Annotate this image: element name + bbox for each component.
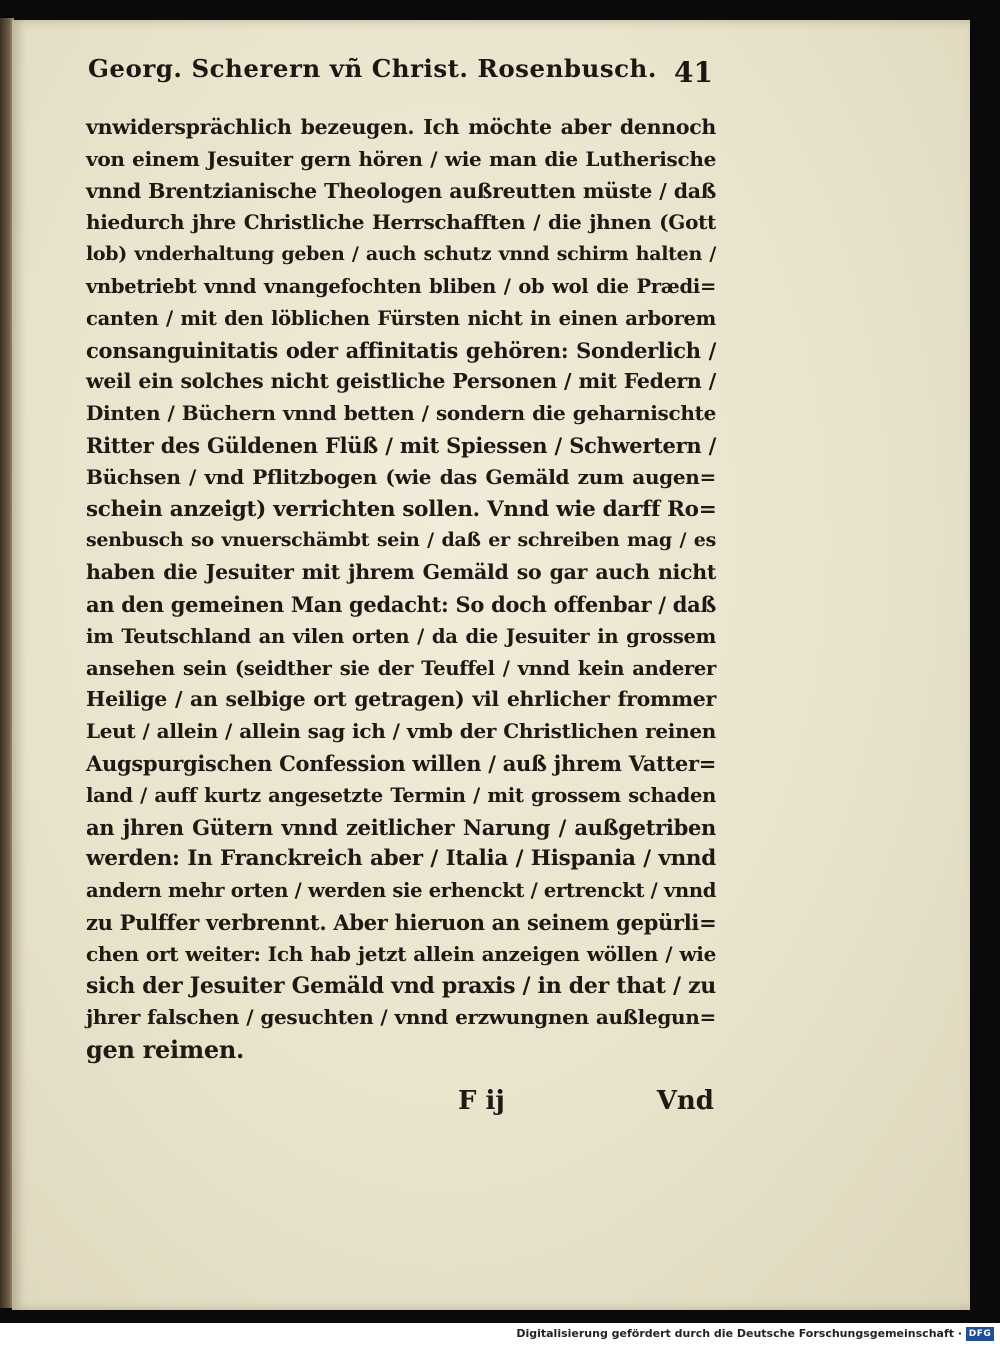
text-line: vnbetriebt vnnd vnangefochten bliben / ob wol die Prædi= xyxy=(86,274,716,298)
text-line: zu Pulffer verbrennt. Aber hieruon an seinem gepürli= xyxy=(86,909,717,935)
text-line: schein anzeigt) verrichten sollen. Vnnd wie darff Ro= xyxy=(86,496,717,522)
text-line: vnnd Brentzianische Theologen außreutten müste / daß xyxy=(86,178,716,203)
text-line: haben die Jesuiter mit jhrem Gemäld so gar auch nicht xyxy=(86,560,716,585)
signature-mark: F ij xyxy=(458,1086,505,1116)
attribution-bar xyxy=(0,1323,1000,1346)
text-line: chen ort weiter: Ich hab jetzt allein anzeigen wöllen / wie xyxy=(86,941,716,966)
text-line: ansehen sein (seidther sie der Teuffel / vnnd kein anderer xyxy=(86,656,716,680)
text-line: Heilige / an selbige ort getragen) vil ehrlicher frommer xyxy=(86,687,716,712)
text-line: senbusch so vnuerschämbt sein / daß er schreiben mag / es xyxy=(86,529,716,552)
catchword: Vnd xyxy=(656,1086,714,1116)
text-line: Büchsen / vnd Pflitzbogen (wie das Gemäld zum augen= xyxy=(86,464,716,489)
page-number: 41 xyxy=(674,56,713,89)
body-text xyxy=(86,112,716,1066)
funding-note: Digitalisierung gefördert durch die Deutsche Forschungsgemeinschaft · xyxy=(516,1327,962,1340)
text-line: von einem Jesuiter gern hören / wie man die Lutherische xyxy=(86,146,716,171)
text-line: vnwidersprächlich bezeugen. Ich möchte aber dennoch xyxy=(86,115,716,139)
page-footer xyxy=(86,1086,714,1126)
text-line: Ritter des Güldenen Flüß / mit Spiessen / Schwertern / xyxy=(86,432,716,458)
text-line: lob) vnderhaltung geben / auch schutz vnnd schirm halten / xyxy=(86,243,716,266)
text-line: Leut / allein / allein sag ich / vmb der Christlichen reinen xyxy=(86,719,716,744)
text-line: land / auff kurtz angesetzte Termin / mit grossem schaden xyxy=(86,783,716,807)
text-line: andern mehr orten / werden sie erhenckt / ertrenckt / vnnd xyxy=(86,879,717,903)
text-line: consanguinitatis oder affinitatis gehören: Sonderlich / xyxy=(86,337,716,363)
text-line: Dinten / Büchern vnnd betten / sondern die geharnischte xyxy=(86,401,716,426)
text-line: jhrer falschen / gesuchten / vnnd erzwungnen außlegun= xyxy=(86,1005,716,1030)
text-line: im Teutschland an vilen orten / da die Jesuiter in grossem xyxy=(86,624,716,648)
text-line: weil ein solches nicht geistliche Personen / mit Federn / xyxy=(86,369,716,394)
text-line: werden: In Franckreich aber / Italia / Hispania / vnnd xyxy=(86,846,716,872)
text-line: canten / mit den löblichen Fürsten nicht in einen arborem xyxy=(86,306,716,330)
text-line: hiedurch jhre Christliche Herrschafften / die jhnen (Gott xyxy=(86,210,716,235)
text-line: an jhren Gütern vnnd zeitlicher Narung / außgetriben xyxy=(86,814,716,840)
text-line: Augspurgischen Confession willen / auß jhrem Vatter= xyxy=(86,750,716,776)
text-line: an den gemeinen Man gedacht: So doch offenbar / daß xyxy=(86,591,717,617)
text-line: sich der Jesuiter Gemäld vnd praxis / in der that / zu xyxy=(86,972,716,999)
running-header xyxy=(88,54,713,110)
text-line: gen reimen. xyxy=(86,1035,245,1065)
running-title: Georg. Scherern vñ Christ. Rosenbusch. xyxy=(88,54,657,83)
dfg-logo: DFG xyxy=(966,1327,994,1341)
